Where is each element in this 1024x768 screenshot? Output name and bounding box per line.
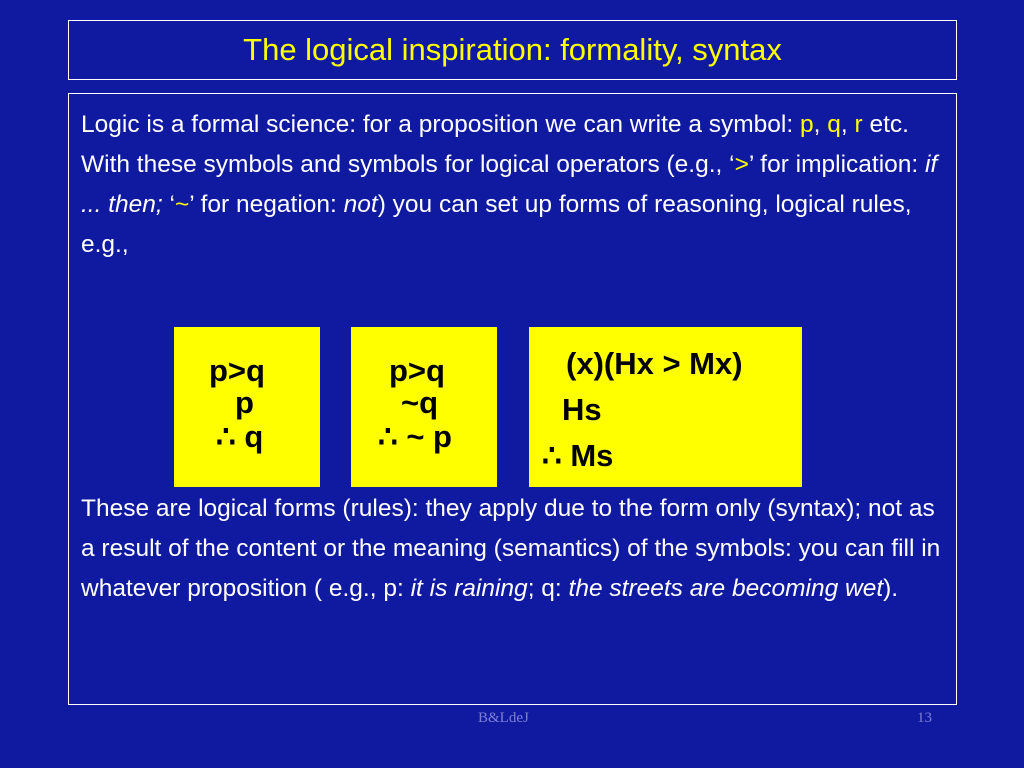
rule-box-modus-tollens	[351, 327, 497, 487]
intro-text-4: ‘	[162, 191, 175, 218]
slide-number: 13	[917, 710, 932, 726]
intro-text-5: ’ for negation:	[189, 191, 344, 218]
not-text: not	[343, 191, 378, 218]
outro-text-2: ; q:	[527, 575, 569, 602]
intro-text-2: etc. With these symbols and symbols for logical operators (e.g., ‘	[81, 111, 909, 178]
intro-text-6: ) you can set up forms of reasoning, logical rules, e.g.,	[81, 191, 912, 258]
symbol-r: r	[854, 111, 863, 138]
intro-text-3: ’ for implication:	[748, 151, 926, 178]
intro-text-1: Logic is a formal science: for a proposition we can write a symbol:	[81, 111, 800, 138]
outro-text-3: ).	[883, 575, 899, 602]
rule-box-modus-ponens	[174, 327, 320, 487]
example-streets-wet: the streets are becoming wet	[568, 575, 884, 602]
negation-symbol: ~	[174, 191, 190, 218]
intro-paragraph	[81, 105, 951, 265]
footer-author: B&LdeJ	[478, 710, 529, 726]
rule-1-conclusion: ∴ q	[216, 419, 264, 454]
intro-comma-2: ,	[840, 111, 855, 138]
content-box	[68, 93, 957, 705]
title-box	[68, 20, 957, 80]
rule-2-conclusion: ∴ ~ p	[378, 419, 452, 454]
rule-1-premise-2: p	[235, 385, 254, 420]
rule-1-premise-1: p>q	[209, 353, 265, 388]
rule-3-premise-1: (x)(Hx > Mx)	[566, 346, 743, 381]
if-then-text: if ... then;	[81, 151, 938, 218]
outro-text-1: These are logical forms (rules): they apply due to the form only (syntax); not as a result of the content or the meaning (semantics) of the symbols: you can fill in whatever proposition ( e.g., p:	[81, 495, 941, 602]
symbol-p: p	[799, 111, 814, 138]
intro-comma-1: ,	[813, 111, 828, 138]
example-raining: it is raining	[410, 575, 528, 602]
rule-2-premise-1: p>q	[389, 353, 445, 388]
implication-symbol: >	[734, 151, 749, 178]
slide-title: The logical inspiration: formality, syntax	[243, 32, 782, 67]
rule-box-syllogism	[529, 327, 802, 487]
outro-paragraph	[81, 489, 951, 609]
rule-2-premise-2: ~q	[401, 385, 439, 420]
rule-3-premise-2: Hs	[562, 392, 602, 427]
rule-3-conclusion: ∴ Ms	[542, 438, 614, 473]
symbol-q: q	[827, 111, 841, 138]
